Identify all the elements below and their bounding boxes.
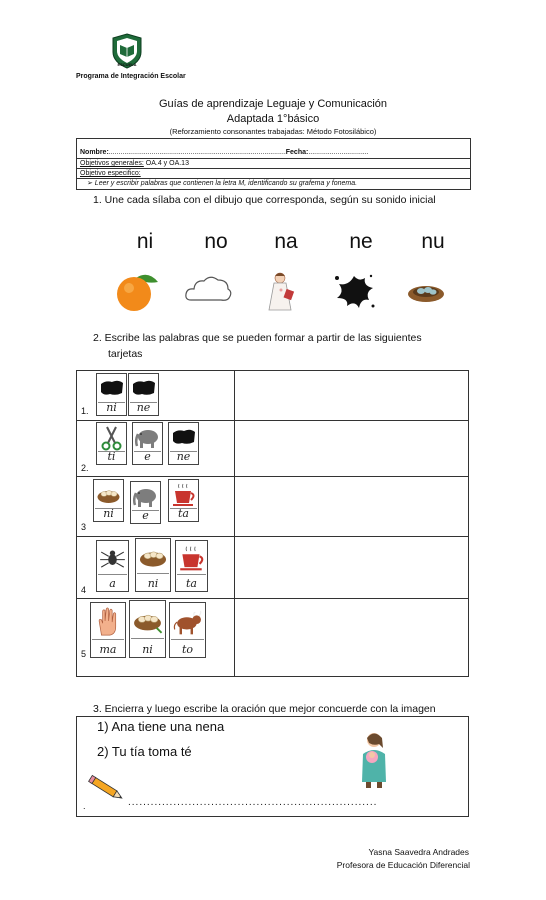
specific-objective-label: Objetivo especifico: xyxy=(77,169,470,179)
card-label: a xyxy=(109,577,116,590)
name-row xyxy=(77,139,470,159)
row-number: 1. xyxy=(81,406,89,416)
pencil-icon xyxy=(86,774,130,806)
answer-line[interactable]: .................................................................. xyxy=(128,797,378,808)
syllable-card xyxy=(132,422,163,465)
bull-icon xyxy=(171,604,204,640)
name-field[interactable]: ........................................................................................... xyxy=(108,149,286,156)
scissors-icon xyxy=(98,424,125,452)
nest-icon[interactable] xyxy=(401,268,451,314)
syllable-card xyxy=(93,479,124,522)
card-label: ta xyxy=(178,507,189,520)
syllable-card xyxy=(90,602,126,658)
orange-icon[interactable] xyxy=(110,268,160,314)
logo-text: ESCUELA xyxy=(117,62,137,67)
option-2[interactable]: 2) Tu tía toma té xyxy=(97,744,192,759)
cloud-icon[interactable] xyxy=(183,268,233,314)
answer-cell-5[interactable] xyxy=(235,599,468,676)
option-1[interactable]: 1) Ana tiene una nena xyxy=(97,719,225,734)
syllable-card xyxy=(175,540,208,592)
syllable-ne[interactable]: ne xyxy=(349,230,373,253)
info-box xyxy=(76,138,471,190)
nest-icon xyxy=(95,481,122,509)
general-objectives-label: Objetivos generales: xyxy=(80,160,144,167)
general-objectives-row xyxy=(77,159,470,169)
blob-icon xyxy=(170,424,197,452)
nest-icon xyxy=(131,602,164,639)
card-label: to xyxy=(181,643,194,656)
syllable-card xyxy=(96,373,127,416)
name-label: Nombre: xyxy=(80,149,109,156)
syllable-card xyxy=(96,540,129,592)
syllable-card xyxy=(130,481,161,524)
syllable-na[interactable]: na xyxy=(274,230,298,253)
card-label: ta xyxy=(186,577,197,590)
syllable-card xyxy=(135,538,171,592)
blob-icon xyxy=(130,375,157,403)
bride-icon[interactable] xyxy=(256,268,306,314)
row-number: 4 xyxy=(81,585,87,595)
elephant-icon xyxy=(132,483,159,511)
answer-cell-3[interactable] xyxy=(235,477,468,536)
syllable-card xyxy=(96,422,127,465)
general-objectives-value: OA.4 y OA.13 xyxy=(145,160,189,167)
syllable-nu[interactable]: nu xyxy=(421,230,445,253)
date-field[interactable]: ............................... xyxy=(308,149,369,156)
page-subtitle: Adaptada 1°básico xyxy=(226,113,320,125)
ink-splat-icon[interactable] xyxy=(329,268,379,314)
row-number: 2. xyxy=(81,463,89,473)
card-label: ma xyxy=(99,643,117,656)
syllable-card xyxy=(128,373,159,416)
card-label: e xyxy=(142,509,149,522)
author-name: Yasna Saavedra Andrades xyxy=(368,847,469,857)
card-label: ni xyxy=(103,507,114,520)
answer-cell-1[interactable] xyxy=(235,371,468,420)
syllable-card xyxy=(168,422,199,465)
syllable-ni[interactable]: ni xyxy=(136,230,154,253)
answer-cell-4[interactable] xyxy=(235,537,468,598)
hand-icon xyxy=(92,604,124,640)
row-number: 3 xyxy=(81,522,87,532)
author-role: Profesora de Educación Diferencial xyxy=(336,860,470,870)
syllable-card xyxy=(169,602,206,658)
syllable-card xyxy=(129,600,166,658)
card-label: ne xyxy=(176,450,191,463)
syllable-no[interactable]: no xyxy=(204,230,228,253)
nest-icon xyxy=(137,540,169,574)
card-label: e xyxy=(144,450,151,463)
date-label: Fecha: xyxy=(285,149,309,156)
spider-icon xyxy=(98,542,127,575)
cards-table xyxy=(76,370,469,677)
page-note: (Reforzamiento consonantes trabajadas: Método Fotosilábico) xyxy=(169,127,377,136)
row-number: 5 xyxy=(81,649,87,659)
page-title: Guías de aprendizaje Leguaje y Comunicación xyxy=(158,98,388,110)
cup-icon xyxy=(177,542,206,575)
card-label: ne xyxy=(136,401,151,414)
syllable-card xyxy=(168,479,199,522)
question-2-line-1: 2. Escribe las palabras que se pueden formar a partir de las siguientes xyxy=(93,332,422,344)
program-name: Programa de Integración Escolar xyxy=(76,73,186,80)
question-3: 3. Encierra y luego escribe la oración que mejor concuerde con la imagen xyxy=(93,703,436,715)
specific-objective-value: ➢ Leer y escribir palabras que contienen la letra M, identificando su grafema y fonema. xyxy=(87,180,358,187)
answer-dot: . xyxy=(83,801,86,811)
question-1: 1. Une cada sílaba con el dibujo que corresponda, según su sonido inicial xyxy=(93,194,436,206)
mother-with-baby-icon xyxy=(352,730,394,790)
card-label: ni xyxy=(147,577,159,590)
card-label: ni xyxy=(106,401,117,414)
card-label: ti xyxy=(107,450,116,463)
cup-icon xyxy=(170,481,197,509)
card-label: ni xyxy=(142,643,153,656)
question-2-line-2: tarjetas xyxy=(108,348,143,360)
elephant-icon xyxy=(134,424,161,452)
answer-cell-2[interactable] xyxy=(235,421,468,476)
blob-icon xyxy=(98,375,125,403)
